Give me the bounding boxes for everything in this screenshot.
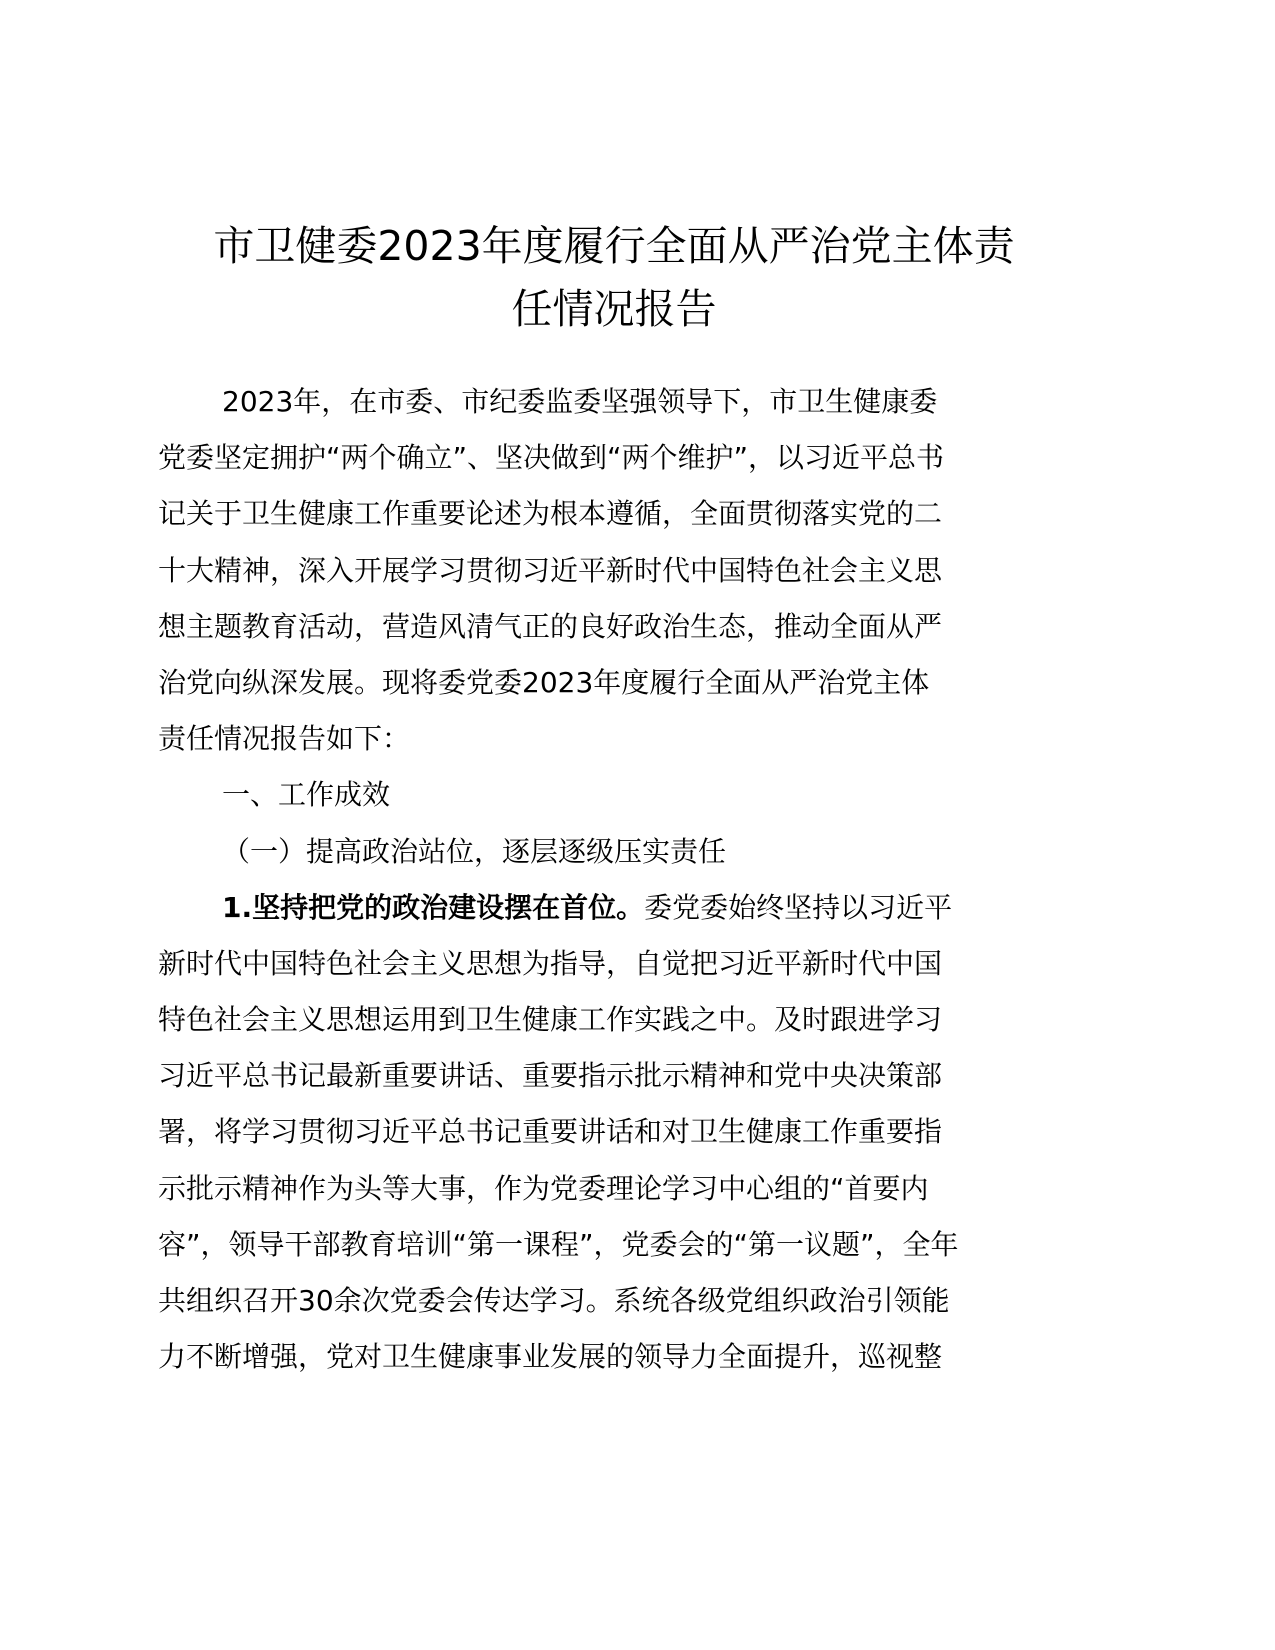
intro-line-5: 想主题教育活动，营造风清气正的良好政治生态，推动全面从严 — [158, 609, 943, 643]
point-1-line-7: 容”，领导干部教育培训“第一课程”，党委会的“第一议题”，全年 — [158, 1227, 959, 1261]
title-line-1: 市卫健委2023年度履行全面从严治党主体责 — [213, 222, 1015, 270]
document-body — [158, 374, 1070, 1385]
point-1-first-line — [158, 880, 1070, 936]
document-title — [158, 215, 1070, 341]
intro-line-3: 记关于卫生健康工作重要论述为根本遵循，全面贯彻落实党的二 — [158, 497, 943, 531]
point-1-line-5: 署，将学习贯彻习近平总书记重要讲话和对卫生健康工作重要指 — [158, 1115, 943, 1149]
point-1-paragraph — [158, 880, 1070, 1386]
point-1-line-8: 共组织召开30余次党委会传达学习。系统各级党组织政治引领能 — [158, 1284, 950, 1317]
intro-line-2: 党委坚定拥护“两个确立”、坚决做到“两个维护”，以习近平总书 — [158, 441, 945, 475]
intro-line-4: 十大精神，深入开展学习贯彻习近平新时代中国特色社会主义思 — [158, 553, 943, 587]
section-heading: 一、工作成效 — [222, 778, 391, 812]
point-1-line-9: 力不断增强，党对卫生健康事业发展的领导力全面提升，巡视整 — [158, 1340, 943, 1374]
point-1-line-6: 示批示精神作为头等大事，作为党委理论学习中心组的“首要内 — [158, 1171, 929, 1205]
point-1-line-3: 特色社会主义思想运用到卫生健康工作实践之中。及时跟进学习 — [158, 1003, 943, 1037]
point-1-line-4: 习近平总书记最新重要讲话、重要指示批示精神和党中央决策部 — [158, 1059, 943, 1093]
intro-line-1: 2023年，在市委、市纪委监委坚强领导下，市卫生健康委 — [222, 385, 938, 418]
title-line-2: 任情况报告 — [511, 285, 717, 333]
point-1-line-2: 新时代中国特色社会主义思想为指导，自觉把习近平新时代中国 — [158, 946, 943, 980]
point-1-bold-lead: 1.坚持把党的政治建设摆在首位。 — [222, 890, 645, 924]
document-page — [158, 215, 1070, 1385]
intro-paragraph — [158, 374, 1070, 767]
intro-line-7: 责任情况报告如下： — [158, 722, 411, 756]
subsection-heading: （一）提高政治站位，逐层逐级压实责任 — [222, 834, 727, 868]
intro-line-6: 治党向纵深发展。现将委党委2023年度履行全面从严治党主体 — [158, 665, 930, 699]
point-1-first-line-rest: 委党委始终坚持以习近平 — [644, 890, 953, 924]
